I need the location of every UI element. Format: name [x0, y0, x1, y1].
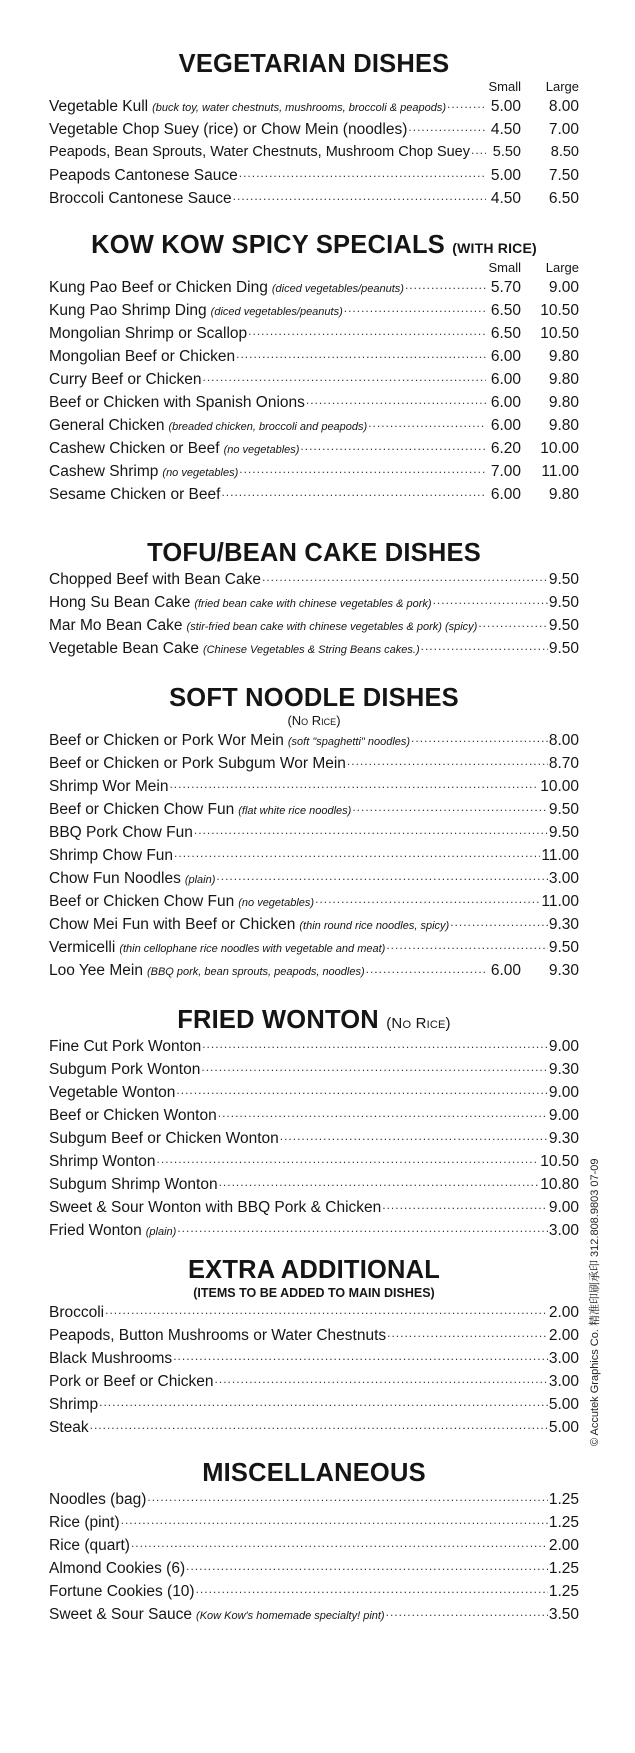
price: 9.50 [548, 617, 579, 635]
item-name: BBQ Pork Chow Fun [49, 824, 193, 842]
section-subtitle: (ITEMS TO BE ADDED TO MAIN DISHES) [193, 1286, 435, 1300]
price-small: 7.00 [490, 463, 521, 481]
item-name: Almond Cookies (6) [49, 1560, 186, 1578]
menu-item [49, 1557, 579, 1580]
dot-leader [219, 1176, 540, 1196]
item-note: (plain) [145, 1226, 177, 1239]
item-note: (no vegetables) [238, 897, 315, 910]
price: 9.30 [548, 916, 579, 934]
item-name: Chow Fun Noodles [49, 870, 181, 888]
dot-leader [405, 279, 486, 299]
item-name: Peapods, Bean Sprouts, Water Chestnuts, Mushroom Chop Suey [49, 144, 470, 161]
menu-item [49, 568, 579, 591]
dot-leader [239, 463, 486, 483]
price-large: 6.50 [548, 190, 579, 208]
item-note: (breaded chicken, broccoli and peapods) [168, 421, 368, 434]
menu-item [49, 1580, 579, 1603]
section-title: MISCELLANEOUS [202, 1459, 426, 1487]
menu-item [49, 460, 579, 483]
menu-item [49, 1393, 579, 1416]
dot-leader [216, 870, 547, 890]
item-note: (plain) [184, 874, 216, 887]
price: 9.50 [548, 571, 579, 588]
menu-item [49, 1058, 579, 1081]
item-name: Cashew Shrimp [49, 463, 159, 481]
item-list [49, 729, 579, 959]
item-name: Beef or Chicken with Spanish Onions [49, 394, 305, 412]
dot-leader [447, 98, 486, 118]
item-name: Sweet & Sour Sauce [49, 1606, 193, 1624]
section-title: EXTRA ADDITIONAL [187, 1256, 441, 1284]
dot-leader [202, 1038, 548, 1058]
item-name: Peapods, Button Mushrooms or Water Chestnuts [49, 1327, 387, 1345]
price: 9.50 [548, 640, 579, 658]
item-name: Noodles (bag) [49, 1491, 147, 1508]
item-name: Fine Cut Pork Wonton [49, 1038, 202, 1055]
price: 3.00 [548, 1373, 579, 1391]
col-large-label: Large [545, 79, 579, 94]
menu-item [49, 1150, 579, 1173]
menu-item [49, 936, 579, 959]
menu-item [49, 775, 579, 798]
dot-leader [471, 144, 486, 164]
dot-leader [421, 640, 548, 660]
menu-item [49, 1127, 579, 1150]
section-title-suffix: (WITH RICE) [452, 240, 537, 256]
item-name: Beef or Chicken or Pork Subgum Wor Mein [49, 755, 346, 773]
dot-leader [99, 1396, 548, 1416]
price-large: 9.80 [548, 371, 579, 389]
item-name: Shrimp [49, 1396, 99, 1414]
item-name: Sesame Chicken or Beef [49, 486, 221, 504]
section-vegetarian [49, 49, 579, 210]
item-name: Chopped Beef with Bean Cake [49, 571, 261, 588]
price-large: 9.80 [548, 394, 579, 412]
dot-leader [218, 1107, 548, 1127]
item-note: (diced vegetables/peanuts) [271, 283, 404, 295]
menu-item [49, 483, 579, 506]
section-title: TOFU/BEAN CAKE DISHES [147, 539, 481, 567]
section-title: FRIED WONTON (No Rice) [177, 1006, 451, 1034]
dot-leader [450, 916, 548, 936]
section-title: SOFT NOODLE DISHES [169, 684, 459, 712]
dot-leader [411, 732, 548, 752]
price: 10.50 [540, 1153, 579, 1171]
price-large: 9.00 [548, 279, 579, 296]
dot-leader [202, 371, 486, 391]
price-small: 6.20 [490, 440, 521, 458]
item-name: Steak [49, 1419, 89, 1437]
item-name: Vegetable Bean Cake [49, 640, 199, 658]
price-small: 5.70 [490, 279, 521, 296]
menu-item [49, 1219, 579, 1242]
col-small-label: Small [488, 260, 521, 275]
price-small: 5.50 [492, 144, 521, 161]
dot-leader [300, 440, 486, 460]
item-name: Cashew Chicken or Beef [49, 440, 220, 458]
price-large: 9.30 [548, 962, 579, 980]
item-name: Subgum Beef or Chicken Wonton [49, 1130, 279, 1148]
item-name: Vermicelli [49, 939, 116, 957]
price-large: 8.50 [550, 144, 579, 161]
item-note: (no vegetables) [223, 444, 300, 457]
dot-leader [196, 1583, 548, 1603]
item-name: Black Mushrooms [49, 1350, 173, 1368]
dot-leader [248, 325, 486, 345]
menu-item [49, 591, 579, 614]
price-large: 11.00 [541, 463, 579, 481]
menu-item [49, 368, 579, 391]
price: 1.25 [548, 1583, 579, 1601]
item-name: Shrimp Wonton [49, 1153, 156, 1171]
menu-item [49, 1104, 579, 1127]
item-note: (stir-fried bean cake with chinese vegetables & pork) (spicy) [186, 621, 478, 634]
item-name: Fried Wonton [49, 1222, 142, 1240]
item-note: (Chinese Vegetables & String Beans cakes.) [202, 644, 420, 657]
dot-leader [366, 963, 486, 983]
dot-leader [368, 417, 486, 437]
price-large: 7.00 [548, 121, 579, 139]
menu-item [49, 1081, 579, 1104]
section-extra [49, 1255, 579, 1439]
item-note: (flat white rice noodles) [238, 805, 352, 818]
item-name: Mongolian Beef or Chicken [49, 348, 236, 366]
price: 9.50 [548, 939, 579, 957]
item-note: (no vegetables) [162, 467, 239, 480]
menu-item [49, 1603, 579, 1626]
price: 5.00 [548, 1419, 579, 1437]
menu-item [49, 614, 579, 637]
section-noodle [49, 683, 579, 983]
item-note: (thin cellophane rice noodles with vegetable and meat) [119, 943, 386, 956]
dot-leader [408, 121, 486, 141]
menu-item [49, 299, 579, 322]
dot-leader [173, 1350, 548, 1370]
dot-leader [157, 1153, 540, 1173]
section-title-suffix: (No Rice) [386, 1015, 451, 1032]
menu-item [49, 141, 579, 164]
price-small: 6.00 [490, 348, 521, 366]
item-note: (fried bean cake with chinese vegetables & pork) [194, 598, 432, 611]
dot-leader [239, 167, 486, 187]
dot-leader [478, 617, 547, 637]
item-name: Rice (quart) [49, 1537, 130, 1555]
price: 1.25 [548, 1491, 579, 1508]
dot-leader [344, 302, 486, 322]
menu-item [49, 1301, 579, 1324]
section-wonton [49, 1005, 579, 1242]
item-list [49, 1301, 579, 1439]
dot-leader [347, 755, 548, 775]
dot-leader [215, 1373, 548, 1393]
menu-item [49, 391, 579, 414]
item-name: Broccoli Cantonese Sauce [49, 190, 232, 208]
menu-item [49, 1511, 579, 1534]
column-headers [49, 260, 579, 276]
menu-item [49, 95, 579, 118]
price-small: 6.00 [490, 371, 521, 389]
dot-leader [433, 594, 548, 614]
dot-leader [315, 893, 540, 913]
item-name: Mar Mo Bean Cake [49, 617, 183, 635]
dot-leader [306, 394, 486, 414]
dot-leader [121, 1514, 548, 1534]
item-note: (diced vegetables/peanuts) [210, 306, 343, 319]
price-small: 6.00 [490, 962, 521, 980]
menu-item [49, 959, 579, 982]
price-small: 4.50 [490, 121, 521, 139]
dot-leader [352, 801, 547, 821]
item-note: (Kow Kow's homemade specialty! pint) [196, 1610, 385, 1623]
price: 9.50 [548, 824, 579, 842]
price: 8.00 [548, 732, 579, 749]
item-name: Shrimp Wor Mein [49, 778, 169, 796]
price: 11.00 [541, 893, 579, 911]
item-name: Beef or Chicken Wonton [49, 1107, 217, 1125]
dot-leader [131, 1537, 548, 1557]
item-name: Broccoli [49, 1304, 105, 1321]
item-name: Subgum Shrimp Wonton [49, 1176, 218, 1194]
menu-item [49, 913, 579, 936]
item-name: Vegetable Kull [49, 98, 149, 115]
item-list [49, 568, 579, 660]
menu-item [49, 1196, 579, 1219]
price: 9.30 [548, 1061, 579, 1079]
section-title: VEGETARIAN DISHES [178, 50, 450, 78]
menu-item [49, 1324, 579, 1347]
menu-item [49, 1173, 579, 1196]
menu-item [49, 1370, 579, 1393]
menu-item [49, 1035, 579, 1058]
price: 11.00 [541, 847, 579, 865]
price: 1.25 [548, 1514, 579, 1532]
item-name: Sweet & Sour Wonton with BBQ Pork & Chicken [49, 1199, 382, 1217]
item-name: Subgum Pork Wonton [49, 1061, 201, 1079]
dot-leader [382, 1199, 548, 1219]
dot-leader [280, 1130, 548, 1150]
menu-item [49, 890, 579, 913]
price: 2.00 [548, 1304, 579, 1321]
price-small: 5.00 [490, 167, 521, 185]
price: 3.00 [548, 1350, 579, 1368]
menu-item [49, 414, 579, 437]
menu-item [49, 1347, 579, 1370]
item-list [49, 276, 579, 506]
item-name: Vegetable Chop Suey (rice) or Chow Mein (noodles) [49, 121, 408, 139]
section-title: KOW KOW SPICY SPECIALS (WITH RICE) [91, 231, 537, 259]
dot-leader [105, 1304, 548, 1324]
col-small-label: Small [488, 79, 521, 94]
item-name: Beef or Chicken Chow Fun [49, 801, 235, 819]
dot-leader [194, 824, 548, 844]
menu-item [49, 798, 579, 821]
price: 3.50 [548, 1606, 579, 1624]
price-small: 4.50 [490, 190, 521, 208]
menu-item [49, 1534, 579, 1557]
column-headers [49, 79, 579, 95]
dot-leader [174, 847, 540, 867]
item-name: General Chicken [49, 417, 165, 435]
item-name: Pork or Beef or Chicken [49, 1373, 214, 1391]
item-name: Fortune Cookies (10) [49, 1583, 195, 1601]
price-large: 7.50 [548, 167, 579, 185]
item-name: Vegetable Wonton [49, 1084, 176, 1102]
price-small: 6.00 [490, 417, 521, 435]
dot-leader [236, 348, 486, 368]
dot-leader [176, 1084, 547, 1104]
price-small: 6.00 [490, 394, 521, 412]
menu-item [49, 867, 579, 890]
section-subtitle: (No Rice) [287, 713, 341, 728]
menu-item [49, 844, 579, 867]
price-large: 9.80 [548, 486, 579, 504]
price: 9.50 [548, 801, 579, 819]
section-tofu [49, 538, 579, 660]
price-small: 6.50 [490, 325, 521, 343]
item-note: (buck toy, water chestnuts, mushrooms, broccoli & peapods) [152, 102, 446, 114]
menu-item [49, 752, 579, 775]
price: 9.30 [548, 1130, 579, 1148]
price-large: 10.50 [540, 302, 579, 320]
section-misc [49, 1458, 579, 1626]
item-list [49, 1488, 579, 1626]
dot-leader [186, 1560, 548, 1580]
price-small: 6.50 [490, 302, 521, 320]
item-list [49, 1035, 579, 1242]
menu-item [49, 1416, 579, 1439]
item-note: (soft "spaghetti" noodles) [287, 736, 411, 748]
price-large: 9.80 [548, 417, 579, 435]
item-note: (BBQ pork, bean sprouts, peapods, noodles) [146, 966, 365, 979]
price: 3.00 [548, 1222, 579, 1240]
price: 2.00 [548, 1327, 579, 1345]
price: 1.25 [548, 1560, 579, 1578]
dot-leader [386, 1606, 548, 1626]
item-name: Beef or Chicken or Pork Wor Mein [49, 732, 284, 749]
menu-item [49, 322, 579, 345]
menu-item [49, 164, 579, 187]
price: 3.00 [548, 870, 579, 888]
price-small: 6.00 [490, 486, 521, 504]
item-note: (thin round rice noodles, spicy) [299, 920, 450, 933]
price-large: 9.80 [548, 348, 579, 366]
dot-leader [386, 939, 548, 959]
col-large-label: Large [545, 260, 579, 275]
menu-item [49, 1488, 579, 1511]
item-name: Peapods Cantonese Sauce [49, 167, 238, 185]
price: 9.00 [548, 1199, 579, 1217]
dot-leader [201, 1061, 547, 1081]
item-name: Hong Su Bean Cake [49, 594, 191, 612]
item-name: Rice (pint) [49, 1514, 120, 1532]
dot-leader [233, 190, 486, 210]
price-small: 5.00 [490, 98, 521, 115]
price: 10.00 [540, 778, 579, 796]
menu-item [49, 276, 579, 299]
item-name: Kung Pao Shrimp Ding [49, 302, 207, 320]
price: 5.00 [548, 1396, 579, 1414]
section-kowkow [49, 230, 579, 506]
dot-leader [262, 571, 548, 591]
item-name: Loo Yee Mein [49, 962, 143, 980]
dot-leader [387, 1327, 548, 1347]
price-large: 10.00 [540, 440, 579, 458]
item-name: Shrimp Chow Fun [49, 847, 174, 865]
menu-item [49, 345, 579, 368]
price: 9.00 [548, 1107, 579, 1125]
menu-item [49, 118, 579, 141]
price-large: 10.50 [540, 325, 579, 343]
dot-leader [90, 1419, 548, 1439]
price: 10.80 [540, 1176, 579, 1194]
item-name: Curry Beef or Chicken [49, 371, 202, 389]
price: 8.70 [548, 755, 579, 773]
item-name: Mongolian Shrimp or Scallop [49, 325, 248, 343]
item-name: Chow Mei Fun with Beef or Chicken [49, 916, 296, 934]
menu-item [49, 437, 579, 460]
dot-leader [221, 486, 486, 506]
price-large: 8.00 [548, 98, 579, 115]
item-name: Kung Pao Beef or Chicken Ding [49, 279, 268, 296]
item-name: Beef or Chicken Chow Fun [49, 893, 235, 911]
price: 9.00 [548, 1038, 579, 1055]
price: 2.00 [548, 1537, 579, 1555]
item-list [49, 95, 579, 210]
dot-leader [147, 1491, 547, 1511]
menu-item [49, 637, 579, 660]
dot-leader [169, 778, 539, 798]
menu-item [49, 187, 579, 210]
menu-item [49, 821, 579, 844]
dot-leader [177, 1222, 547, 1242]
price: 9.00 [548, 1084, 579, 1102]
menu-item [49, 729, 579, 752]
price: 9.50 [548, 594, 579, 612]
